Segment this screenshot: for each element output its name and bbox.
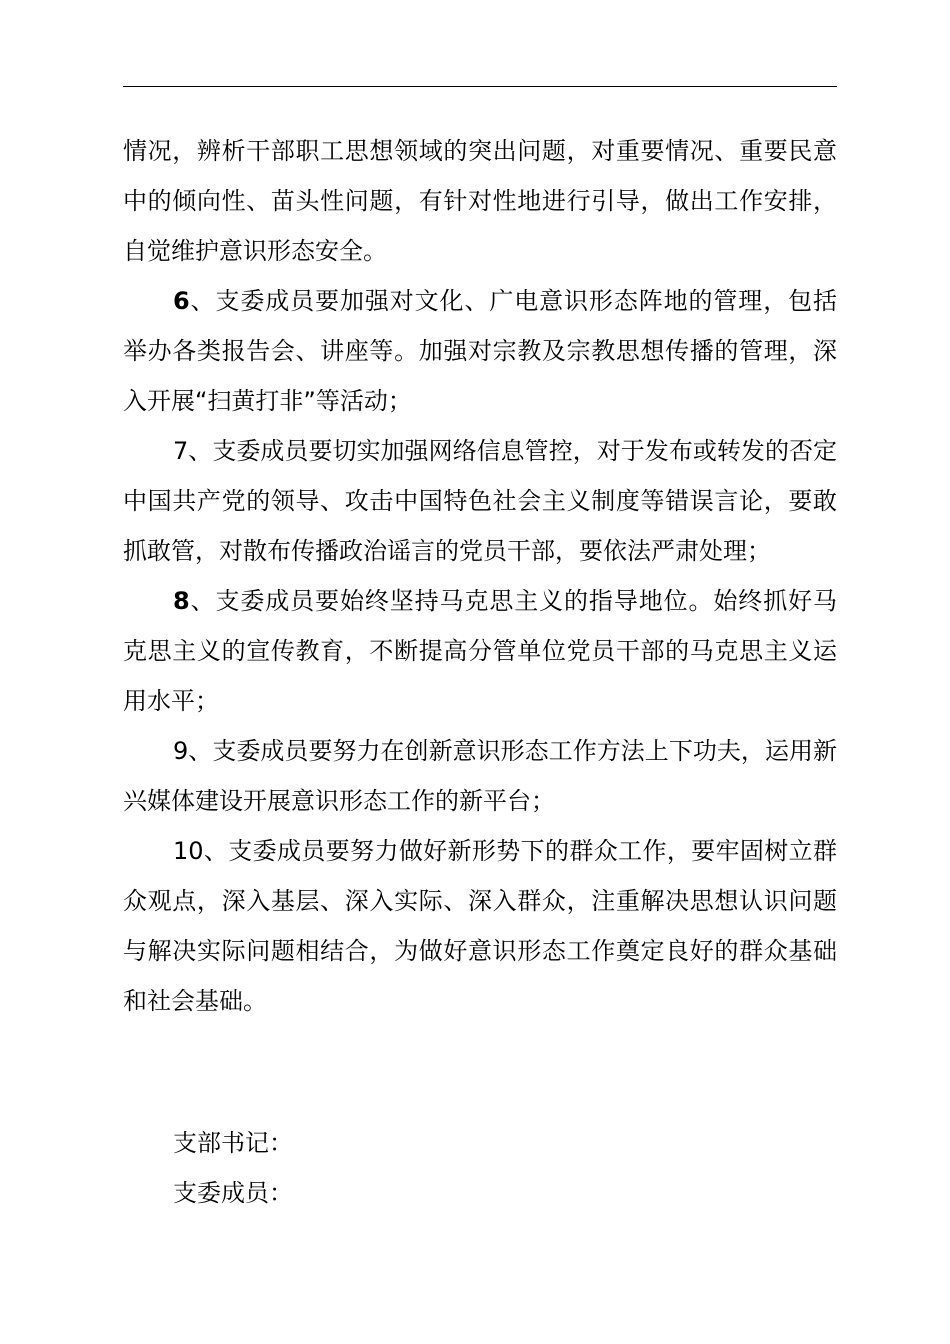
- paragraph-item-7: [123, 426, 837, 576]
- paragraph-text: 、支委成员要努力做好新形势下的群众工作，要牢固树立群众观点，深入基层、深入实际、深入群众，注重解决思想认识问题与解决实际问题相结合，为做好意识形态工作奠定良好的群众基础和社会基础。: [123, 837, 837, 1015]
- header-rule: [123, 86, 837, 87]
- item-number: 7: [173, 437, 189, 465]
- signature-secretary-label: 支部书记：: [173, 1129, 293, 1157]
- paragraph-text: 情况，辨析干部职工思想领域的突出问题，对重要情况、重要民意中的倾向性、苗头性问题，有针对性地进行引导，做出工作安排，自觉维护意识形态安全。: [123, 137, 837, 265]
- paragraph-text: 、支委成员要加强对文化、广电意识形态阵地的管理，包括举办各类报告会、讲座等。加强对宗教及宗教思想传播的管理，深入开展“扫黄打非”等活动；: [123, 287, 837, 415]
- item-number: 6: [173, 287, 190, 315]
- document-body: [123, 126, 837, 1026]
- paragraph-item-8: [123, 576, 837, 726]
- paragraph-text: 、支委成员要切实加强网络信息管控，对于发布或转发的否定中国共产党的领导、攻击中国特色社会主义制度等错误言论，要敢抓敢管，对散布传播政治谣言的党员干部，要依法严肃处理；: [123, 437, 837, 565]
- item-number: 8: [173, 587, 190, 615]
- paragraph-item-9: [123, 726, 837, 826]
- paragraph-continuation: [123, 126, 837, 276]
- paragraph-item-6: [123, 276, 837, 426]
- paragraph-item-10: [123, 826, 837, 1026]
- paragraph-text: 、支委成员要努力在创新意识形态工作方法上下功夫，运用新兴媒体建设开展意识形态工作的新平台；: [123, 737, 837, 815]
- item-number: 9: [173, 737, 189, 765]
- signature-members-label: 支委成员：: [173, 1179, 293, 1207]
- paragraph-text: 、支委成员要始终坚持马克思主义的指导地位。始终抓好马克思主义的宣传教育，不断提高分管单位党员干部的马克思主义运用水平；: [123, 587, 837, 715]
- item-number: 10: [173, 837, 204, 865]
